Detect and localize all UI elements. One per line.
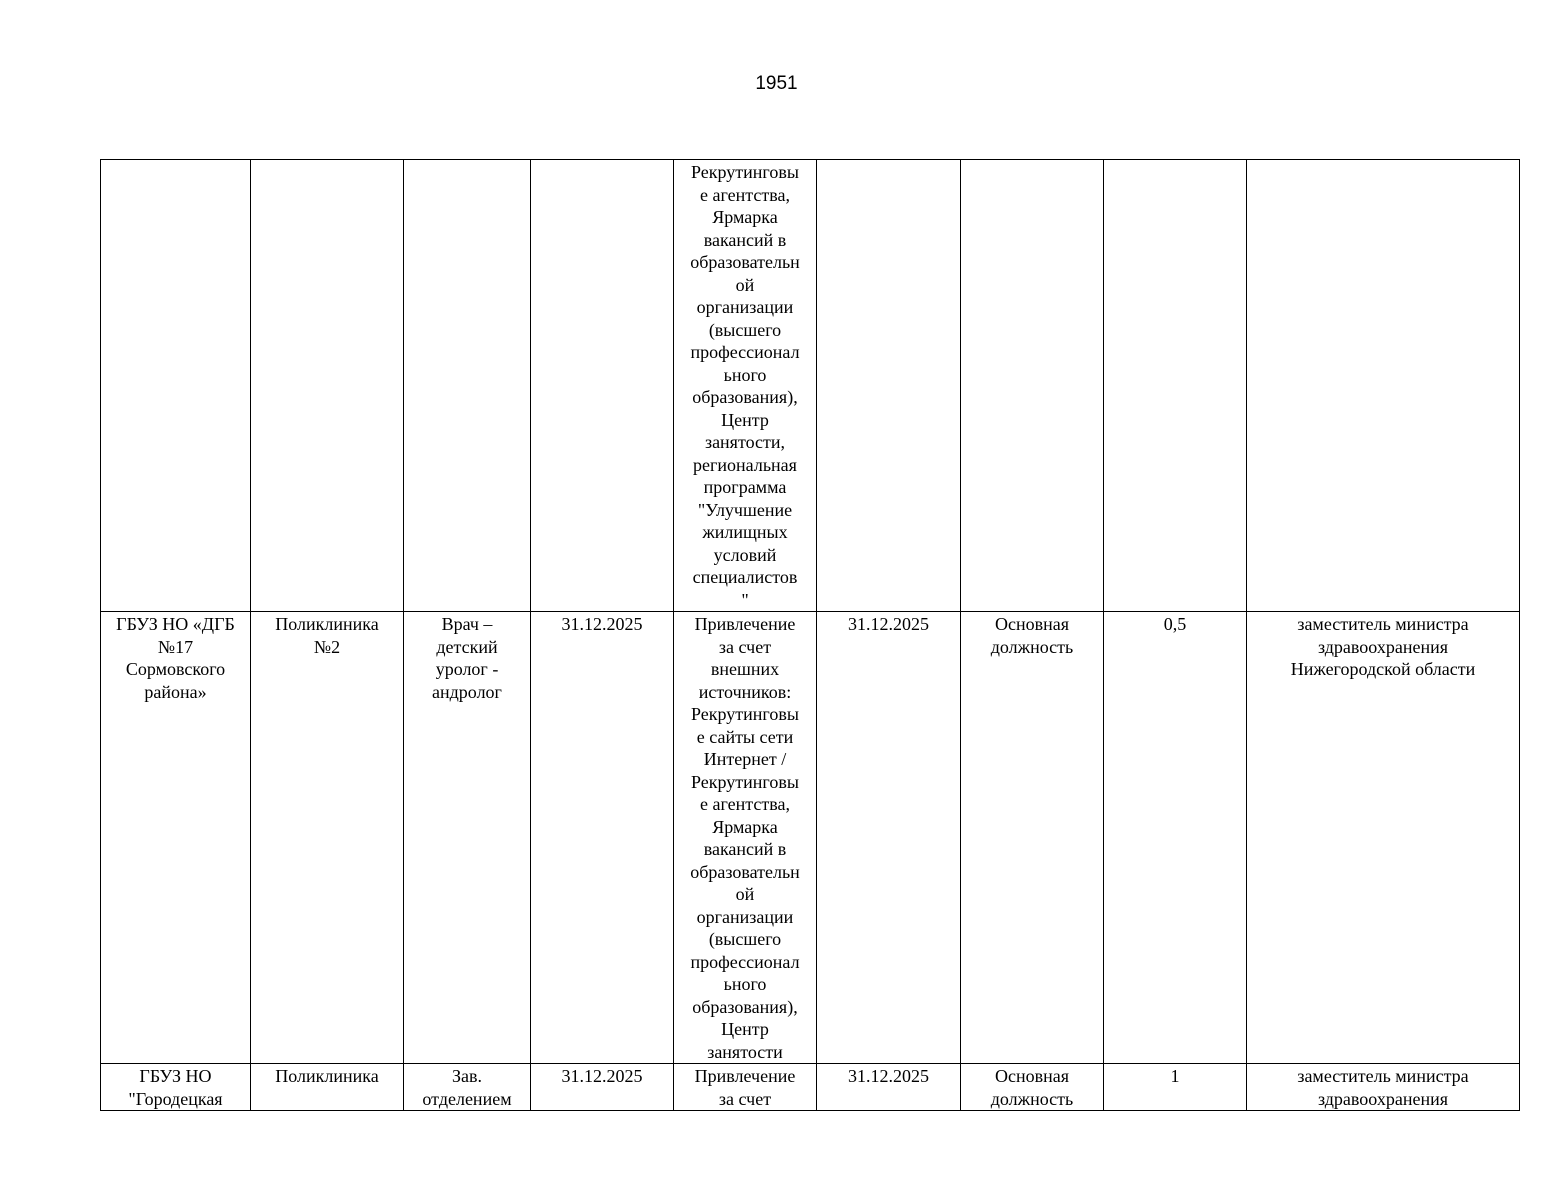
cell-text-line: андролог bbox=[432, 681, 502, 702]
cell-text-line: 31.12.2025 bbox=[561, 1066, 643, 1086]
cell-text-line: Центр bbox=[721, 409, 769, 430]
cell-text-line: образования), bbox=[692, 996, 798, 1017]
cell-text-line: "Улучшение bbox=[697, 499, 793, 520]
responsible-cell bbox=[1247, 1064, 1520, 1111]
recruitment-method-cell bbox=[674, 160, 817, 612]
cell-text-line: Привлечение bbox=[694, 614, 796, 634]
position-cell bbox=[404, 1064, 531, 1111]
cell-text-line: Ярмарка bbox=[712, 207, 778, 227]
cell-text-line: образовательн bbox=[690, 861, 800, 882]
cell-text-line: региональная bbox=[693, 454, 797, 475]
organization-cell bbox=[101, 1064, 251, 1111]
cell-text-line: Поликлиника bbox=[275, 614, 379, 634]
cell-text-line: профессионал bbox=[690, 342, 800, 362]
cell-text-line: отделением bbox=[422, 1088, 512, 1109]
organization-cell bbox=[101, 160, 251, 612]
cell-text-line: профессионал bbox=[690, 951, 800, 972]
cell-text-line: здравоохранения bbox=[1317, 636, 1449, 657]
cell-text-line: Основная bbox=[994, 1066, 1070, 1086]
rate-cell bbox=[1104, 1064, 1247, 1111]
cell-text-line: Интернет / bbox=[703, 749, 787, 769]
cell-text-line: района» bbox=[144, 681, 207, 702]
position-cell bbox=[404, 160, 531, 612]
cell-text-line: (высшего bbox=[708, 929, 782, 949]
cell-text-line: е сайты сети bbox=[696, 726, 794, 747]
cell-text-line: Поликлиника bbox=[275, 1066, 379, 1086]
department-cell bbox=[251, 160, 404, 612]
cell-text-line: "Городецкая bbox=[128, 1088, 223, 1109]
cell-text-line: №2 bbox=[313, 636, 341, 657]
cell-text-line: е агентства, bbox=[700, 794, 790, 814]
cell-text-line: Сормовского bbox=[125, 659, 226, 679]
cell-text-line: условий bbox=[713, 544, 777, 565]
cell-text-line: 31.12.2025 bbox=[561, 614, 643, 634]
vacancy-table bbox=[100, 159, 1520, 1111]
cell-text-line: за счет bbox=[718, 1088, 772, 1109]
cell-text-line: Рекрутинговы bbox=[691, 704, 799, 724]
table-row bbox=[101, 160, 1520, 612]
rate-cell bbox=[1104, 612, 1247, 1064]
date-cell bbox=[531, 1064, 674, 1111]
position-type-cell bbox=[961, 160, 1104, 612]
cell-text-line: образовательн bbox=[690, 252, 800, 272]
recruitment-method-cell bbox=[674, 1064, 817, 1111]
cell-text-line: Основная bbox=[994, 614, 1070, 634]
cell-text-line: 0,5 bbox=[1163, 614, 1187, 634]
cell-text-line: Привлечение bbox=[694, 1066, 796, 1086]
cell-text-line: организации bbox=[696, 906, 794, 927]
cell-text-line: уролог - bbox=[435, 659, 499, 679]
cell-text-line: жилищных bbox=[702, 522, 788, 542]
cell-text-line: здравоохранения bbox=[1317, 1088, 1449, 1109]
cell-text-line: образования), bbox=[692, 387, 798, 407]
cell-text-line: должность bbox=[990, 636, 1074, 657]
cell-text-line: вакансий в bbox=[703, 229, 787, 250]
cell-text-line: детский bbox=[436, 636, 498, 657]
position-type-cell bbox=[961, 612, 1104, 1064]
table-row bbox=[101, 1064, 1520, 1111]
cell-text-line: программа bbox=[703, 477, 787, 497]
responsible-cell bbox=[1247, 160, 1520, 612]
cell-text-line: е агентства, bbox=[700, 184, 790, 205]
cell-text-line: Рекрутинговы bbox=[691, 162, 799, 182]
cell-text-line: Центр bbox=[721, 1019, 769, 1039]
cell-text-line: ьного bbox=[723, 974, 767, 994]
table-row bbox=[101, 612, 1520, 1064]
cell-text-line: заместитель министра bbox=[1297, 614, 1469, 634]
responsible-cell bbox=[1247, 612, 1520, 1064]
rate-cell bbox=[1104, 160, 1247, 612]
cell-text-line: 31.12.2025 bbox=[848, 614, 929, 634]
department-cell bbox=[251, 1064, 404, 1111]
cell-text-line: Ярмарка bbox=[712, 816, 778, 837]
cell-text-line: вакансий в bbox=[703, 839, 787, 859]
organization-cell bbox=[101, 612, 251, 1064]
cell-text-line: заместитель министра bbox=[1297, 1066, 1469, 1086]
cell-text-line: ГБУЗ НО bbox=[139, 1066, 212, 1086]
cell-text-line: " bbox=[741, 589, 749, 610]
position-cell bbox=[404, 612, 531, 1064]
cell-text-line: ьного bbox=[723, 364, 767, 385]
cell-text-line: Врач – bbox=[441, 614, 493, 634]
cell-text-line: 1 bbox=[1170, 1066, 1180, 1086]
cell-text-line: №17 bbox=[157, 636, 194, 657]
cell-text-line: 31.12.2025 bbox=[848, 1066, 929, 1086]
department-cell bbox=[251, 612, 404, 1064]
cell-text-line: ой bbox=[735, 274, 755, 295]
cell-text-line: Зав. bbox=[451, 1066, 482, 1086]
cell-text-line: занятости bbox=[707, 1041, 783, 1062]
deadline-cell bbox=[817, 612, 961, 1064]
cell-text-line: организации bbox=[696, 297, 794, 317]
cell-text-line: должность bbox=[990, 1088, 1074, 1109]
cell-text-line: занятости, bbox=[704, 432, 786, 452]
cell-text-line: за счет bbox=[718, 636, 772, 657]
page-number: 1951 bbox=[755, 73, 798, 94]
cell-text-line: внешних bbox=[710, 659, 780, 679]
date-cell bbox=[531, 612, 674, 1064]
cell-text-line: ГБУЗ НО «ДГБ bbox=[116, 614, 235, 634]
cell-text-line: специалистов bbox=[692, 567, 798, 587]
position-type-cell bbox=[961, 1064, 1104, 1111]
deadline-cell bbox=[817, 160, 961, 612]
cell-text-line: Нижегородской области bbox=[1290, 659, 1476, 679]
cell-text-line: Рекрутинговы bbox=[691, 771, 799, 792]
deadline-cell bbox=[817, 1064, 961, 1111]
recruitment-method-cell bbox=[674, 612, 817, 1064]
cell-text-line: (высшего bbox=[708, 319, 782, 340]
cell-text-line: ой bbox=[735, 884, 755, 904]
cell-text-line: источников: bbox=[698, 681, 792, 702]
date-cell bbox=[531, 160, 674, 612]
